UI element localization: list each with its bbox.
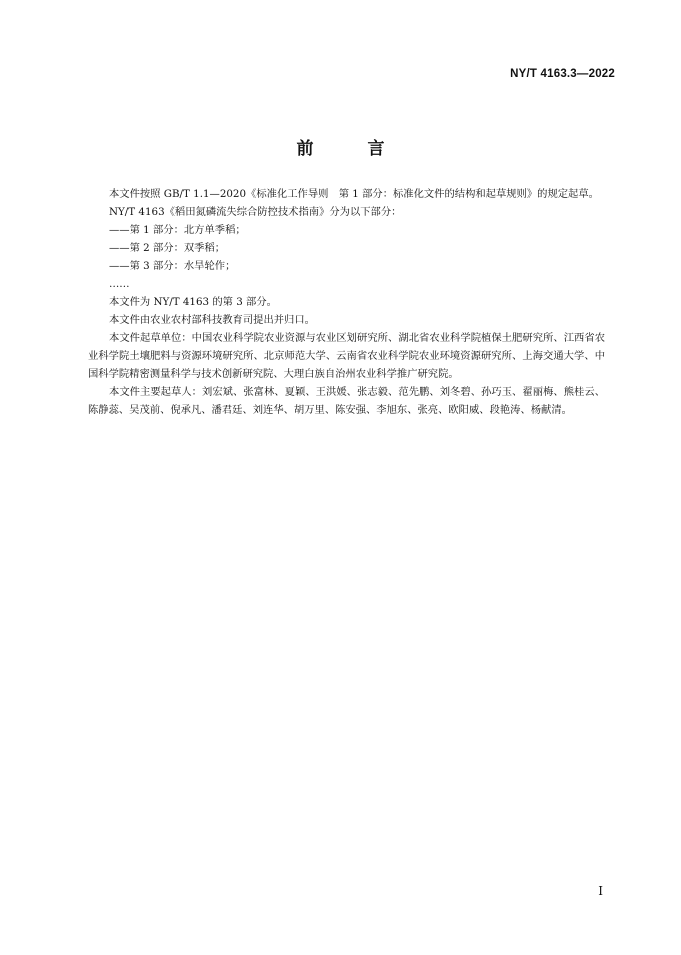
document-code: NY/T 4163.3—2022: [510, 68, 615, 80]
list-item-part-1: ——第 1 部分：北方单季稻；: [109, 224, 246, 236]
paragraph-part-number: 本文件为 NY/T 4163 的第 3 部分。: [109, 296, 277, 308]
paragraph-series-intro: NY/T 4163《稻田氮磷流失综合防控技术指南》分为以下部分：: [109, 206, 402, 218]
paragraph-proposer: 本文件由农业农村部科技教育司提出并归口。: [109, 314, 315, 326]
paragraph-drafting-units: 本文件起草单位：中国农业科学院农业资源与农业区划研究所、湖北省农业科学院植保土肥研究所、江西省农业科学院土壤肥料与资源环境研究所、北京师范大学、云南省农业科学院农业环境资源研究所、上海交通大学、中国科学院精密测量科学与技术创新研究院、大理白族自治州农业科学推广研究院。: [88, 332, 605, 380]
foreword-body: [88, 185, 605, 419]
list-item-part-3: ——第 3 部分：水旱轮作；: [109, 260, 236, 272]
page-number: I: [598, 884, 603, 898]
page-title: 前 言: [296, 139, 409, 159]
list-item-part-2: ——第 2 部分：双季稻；: [109, 242, 226, 254]
paragraph-drafters: 本文件主要起草人：刘宏斌、张富林、夏颖、王洪媛、张志毅、范先鹏、刘冬碧、孙巧玉、翟丽梅、熊桂云、陈静蕊、吴茂前、倪承凡、潘君廷、刘连华、胡万里、陈安强、李旭东、张亮、欧阳威、段艳涛、杨献清。: [88, 386, 605, 416]
paragraph-drafting-rules: 本文件按照 GB/T 1.1—2020《标准化工作导则 第 1 部分：标准化文件的结构和起草规则》的规定起草。: [109, 188, 599, 200]
list-ellipsis: ……: [109, 278, 130, 290]
